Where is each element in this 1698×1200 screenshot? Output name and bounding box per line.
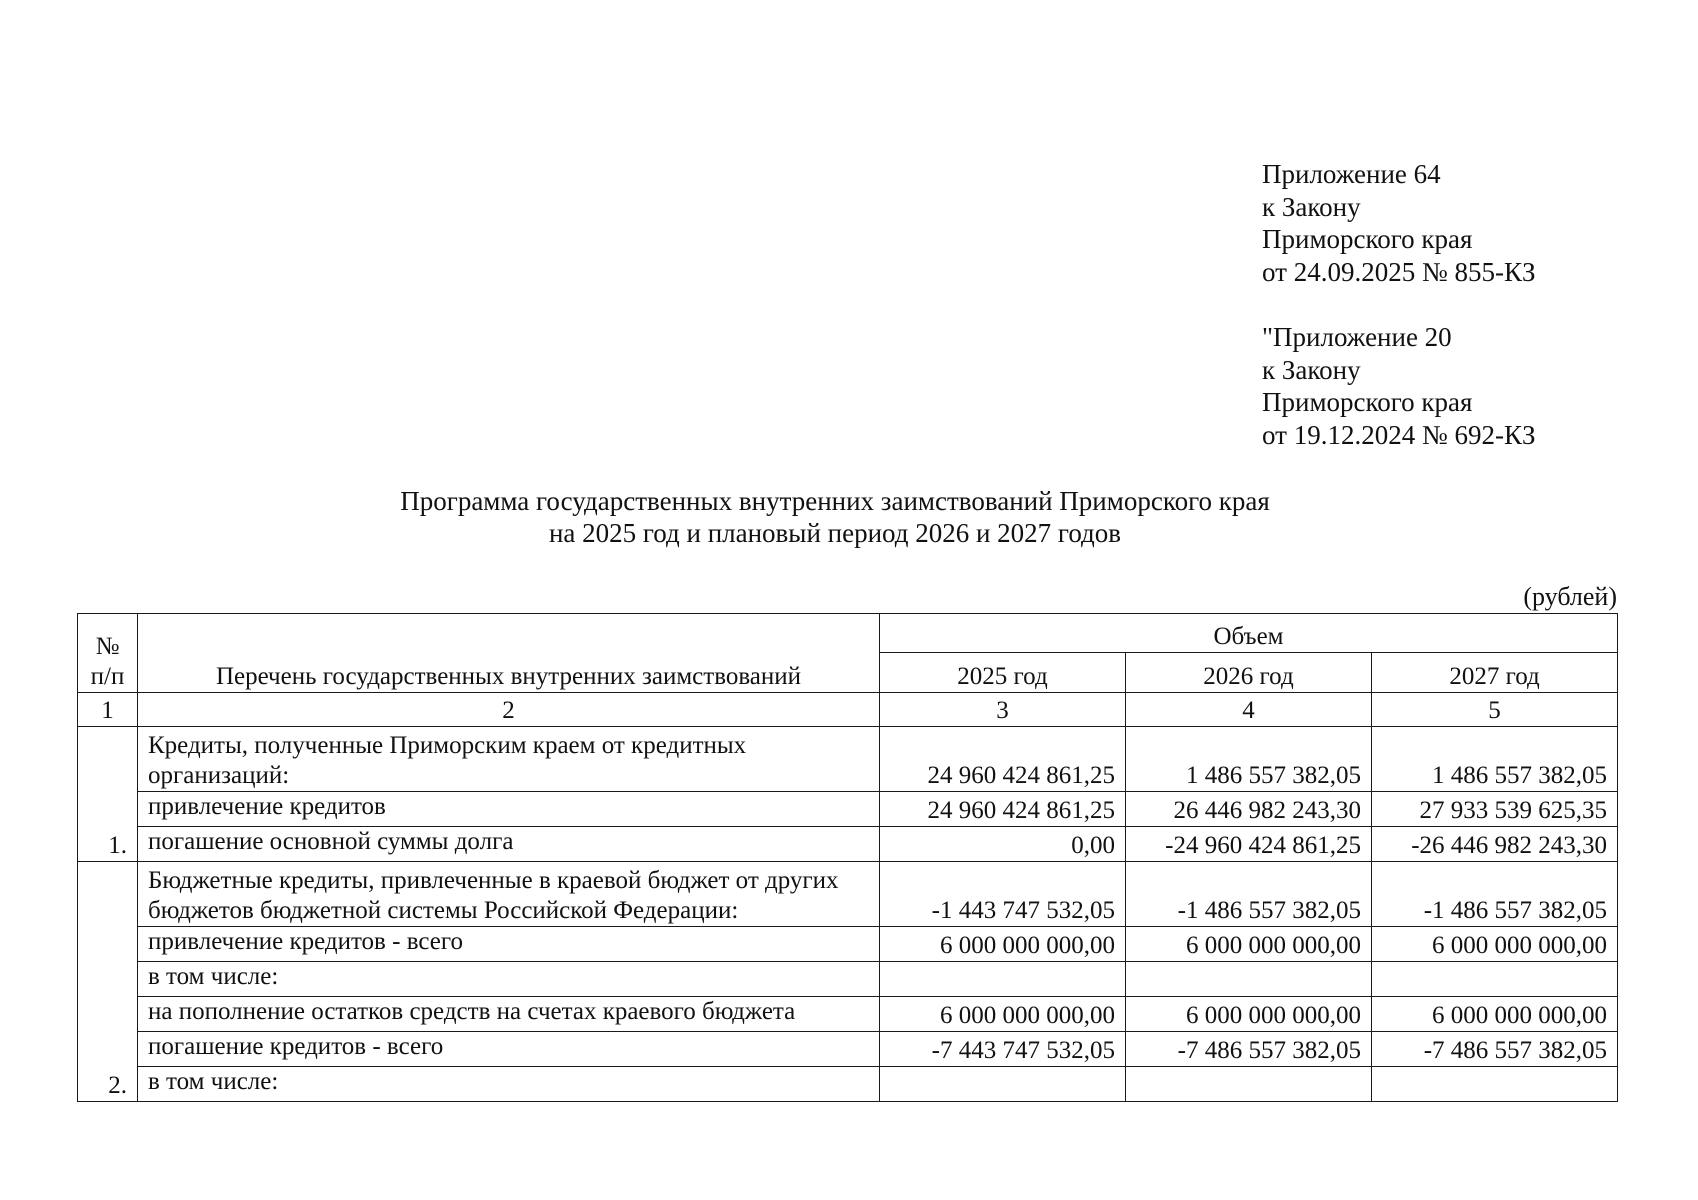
row-value-2027 bbox=[1372, 962, 1618, 997]
table-row bbox=[78, 792, 1618, 827]
column-index: 3 bbox=[880, 693, 1126, 727]
row-value-2025: 24 960 424 861,25 bbox=[880, 727, 1126, 792]
header-year: 2025 год bbox=[880, 653, 1126, 693]
annex-previous-line: от 19.12.2024 № 692-КЗ bbox=[1262, 419, 1536, 450]
row-value-2025 bbox=[880, 1067, 1126, 1102]
row-value-2027: -26 446 982 243,30 bbox=[1372, 827, 1618, 862]
row-value-2026: 6 000 000 000,00 bbox=[1126, 997, 1372, 1032]
row-value-2025: 0,00 bbox=[880, 827, 1126, 862]
row-value-2026 bbox=[1126, 962, 1372, 997]
annex-current-line: к Закону bbox=[1262, 191, 1361, 222]
row-name: в том числе: bbox=[138, 962, 880, 997]
row-value-2025: 24 960 424 861,25 bbox=[880, 792, 1126, 827]
row-value-2026: 6 000 000 000,00 bbox=[1126, 927, 1372, 962]
row-name: погашение основной суммы долга bbox=[138, 827, 880, 862]
row-value-2027: 1 486 557 382,05 bbox=[1372, 727, 1618, 792]
row-name: в том числе: bbox=[138, 1067, 880, 1102]
row-value-2025 bbox=[880, 962, 1126, 997]
annex-previous-line: к Закону bbox=[1262, 354, 1361, 385]
row-value-2025: 6 000 000 000,00 bbox=[880, 997, 1126, 1032]
row-value-2025: 6 000 000 000,00 bbox=[880, 927, 1126, 962]
row-name: на пополнение остатков средств на счетах краевого бюджета bbox=[138, 997, 880, 1032]
row-name: привлечение кредитов bbox=[138, 792, 880, 827]
table-row bbox=[78, 1032, 1618, 1067]
column-index: 2 bbox=[138, 693, 880, 727]
annex-current-line: Приморского края bbox=[1262, 224, 1473, 254]
table-row bbox=[78, 997, 1618, 1032]
table-row bbox=[78, 727, 1618, 792]
row-name: Кредиты, полученные Приморским краем от кредитных организаций: bbox=[138, 727, 880, 792]
column-index-row bbox=[78, 693, 1618, 727]
header-year: 2027 год bbox=[1372, 653, 1618, 693]
annex-current-line: Приложение 64 bbox=[1262, 159, 1441, 189]
column-index: 4 bbox=[1126, 693, 1372, 727]
table-row bbox=[78, 862, 1618, 927]
table-header-row bbox=[78, 614, 1618, 653]
header-year: 2026 год bbox=[1126, 653, 1372, 693]
row-value-2025: -1 443 747 532,05 bbox=[880, 862, 1126, 927]
row-name: погашение кредитов - всего bbox=[138, 1032, 880, 1067]
annex-current-heading bbox=[1262, 158, 1535, 288]
row-value-2026: -1 486 557 382,05 bbox=[1126, 862, 1372, 927]
row-value-2025: -7 443 747 532,05 bbox=[880, 1032, 1126, 1067]
annex-previous-heading bbox=[1262, 321, 1535, 451]
title-line-1: Программа государственных внутренних заимствований Приморского края bbox=[400, 486, 1270, 516]
row-value-2026: 1 486 557 382,05 bbox=[1126, 727, 1372, 792]
document-title bbox=[0, 485, 1698, 549]
header-volume: Объем bbox=[880, 614, 1618, 653]
table-row bbox=[78, 1067, 1618, 1102]
row-value-2026: -7 486 557 382,05 bbox=[1126, 1032, 1372, 1067]
annex-current-line: от 24.09.2025 № 855-КЗ bbox=[1262, 256, 1536, 287]
column-index: 5 bbox=[1372, 693, 1618, 727]
row-number: 1. bbox=[78, 727, 138, 862]
row-number: 2. bbox=[78, 862, 138, 1102]
row-value-2027: 27 933 539 625,35 bbox=[1372, 792, 1618, 827]
row-value-2027: 6 000 000 000,00 bbox=[1372, 927, 1618, 962]
row-value-2027: -1 486 557 382,05 bbox=[1372, 862, 1618, 927]
table-row bbox=[78, 827, 1618, 862]
table-row bbox=[78, 927, 1618, 962]
column-index: 1 bbox=[78, 693, 138, 727]
annex-previous-line: "Приложение 20 bbox=[1262, 322, 1452, 352]
header-num: № п/п bbox=[78, 614, 138, 693]
row-value-2027: -7 486 557 382,05 bbox=[1372, 1032, 1618, 1067]
borrowing-table bbox=[77, 613, 1618, 1102]
annex-previous-line: Приморского края bbox=[1262, 387, 1473, 417]
units-label: (рублей) bbox=[1523, 582, 1617, 611]
row-value-2027 bbox=[1372, 1067, 1618, 1102]
title-line-2: на 2025 год и плановый период 2026 и 2027 годов bbox=[548, 518, 1122, 548]
row-name: Бюджетные кредиты, привлеченные в краевой бюджет от других бюджетов бюджетной системы Российской Федерации: bbox=[138, 862, 880, 927]
row-value-2027: 6 000 000 000,00 bbox=[1372, 997, 1618, 1032]
table-row bbox=[78, 962, 1618, 997]
row-name: привлечение кредитов - всего bbox=[138, 927, 880, 962]
row-value-2026: 26 446 982 243,30 bbox=[1126, 792, 1372, 827]
header-name: Перечень государственных внутренних заимствований bbox=[138, 614, 880, 693]
row-value-2026 bbox=[1126, 1067, 1372, 1102]
row-value-2026: -24 960 424 861,25 bbox=[1126, 827, 1372, 862]
